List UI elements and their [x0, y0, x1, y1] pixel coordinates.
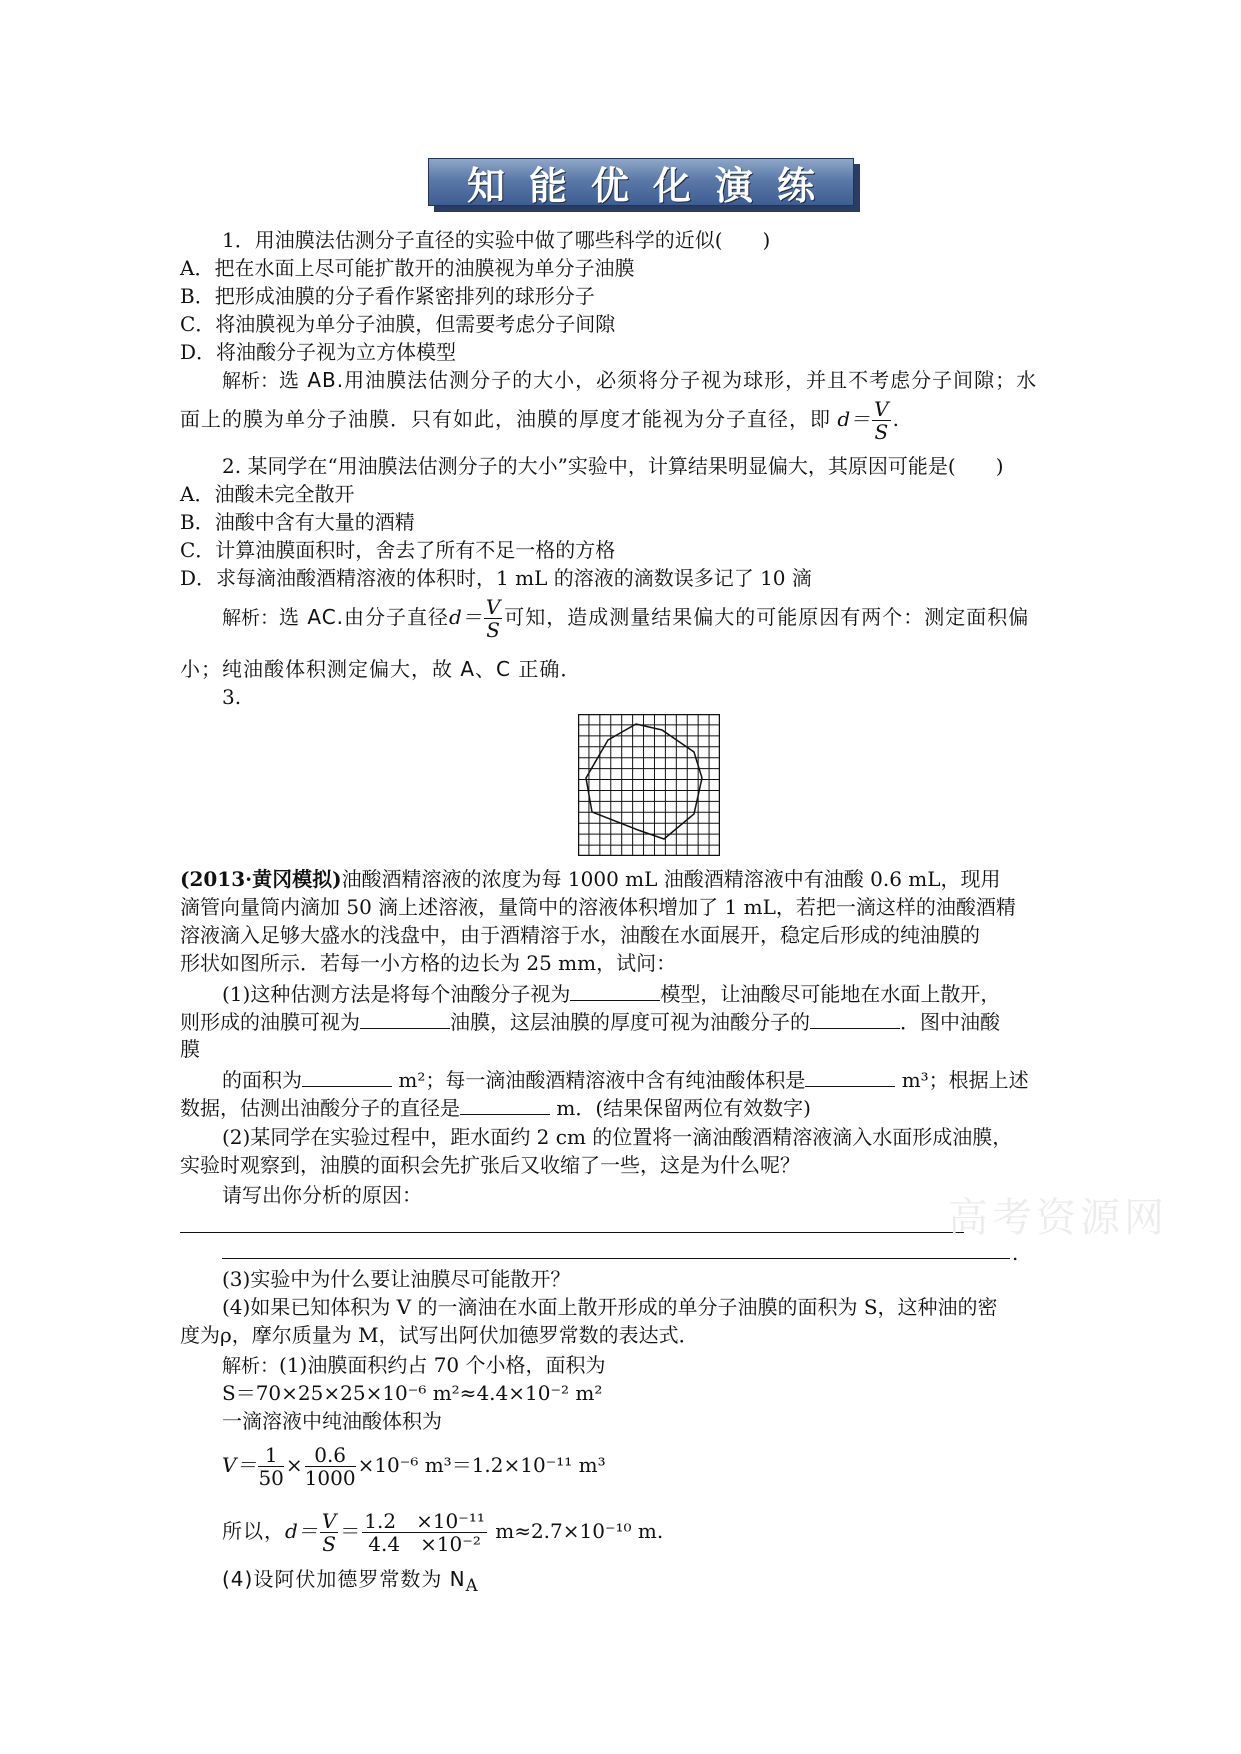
blank-model[interactable] — [570, 980, 660, 1001]
grid-lines — [578, 714, 720, 856]
v-f1-den: 50 — [258, 1466, 284, 1490]
q3-part3: (3)实验中为什么要让油膜尽可能散开？ — [222, 1267, 571, 1291]
q2-analysis-label: 解析： — [222, 607, 280, 629]
solution-volume-formula — [222, 1444, 606, 1489]
q1-analysis-line1 — [222, 367, 1037, 394]
solution-diameter-formula — [222, 1510, 663, 1555]
q1-analysis-text2: 面上的膜为单分子油膜．只有如此，油膜的厚度才能视为分子直径，即 — [180, 407, 831, 431]
v-times: × — [285, 1453, 303, 1477]
q1-option-b: B．把形成油膜的分子看作紧密排列的球形分子 — [180, 284, 595, 308]
q3-part4-line2: 度为ρ，摩尔质量为 M，试写出阿伏加德罗常数的表达式． — [180, 1323, 699, 1347]
v-f2-den: 1000 — [304, 1466, 356, 1490]
q1-analysis-label: 解析： — [222, 370, 280, 392]
v-fraction-2 — [305, 1444, 356, 1489]
d-fraction-1 — [320, 1510, 338, 1555]
q3-p1-text-c: 则形成的油膜可视为 — [180, 1010, 360, 1034]
q2-formula-num: V — [485, 595, 501, 619]
d-pre: 所以， — [222, 1519, 285, 1543]
q2-option-a: A．油酸未完全散开 — [180, 482, 355, 506]
q2-analysis-post: 可知，造成测量结果偏大的可能原因有两个：测定面积偏 — [504, 605, 1030, 629]
q3-part2-prompt: 请写出你分析的原因： — [222, 1183, 422, 1207]
blank-diameter[interactable] — [460, 1094, 550, 1115]
blank-film-type[interactable] — [360, 1008, 450, 1029]
q3-part1-line3: 膜 — [180, 1037, 200, 1061]
answer-line-2[interactable] — [222, 1258, 1010, 1259]
q3-source: (2013·黄冈模拟) — [180, 867, 342, 891]
q3-p1-text-i: m³；根据上述 — [895, 1068, 1029, 1092]
solution-line1 — [222, 1352, 606, 1379]
d-eq: ＝ — [340, 1519, 361, 1543]
watermark: 高考资源网 — [948, 1195, 1168, 1241]
q1-option-a: A．把在水面上尽可能扩散开的油膜视为单分子油膜 — [180, 256, 635, 280]
blank-volume[interactable] — [805, 1066, 895, 1087]
q1-analysis-line2 — [180, 398, 899, 443]
d-f2-num: 1.2 ×10⁻¹¹ — [364, 1509, 485, 1533]
banner-title: 知能优化演练 — [466, 162, 839, 208]
blank-area[interactable] — [302, 1066, 392, 1087]
q2-formula-fraction — [484, 596, 502, 641]
q3-intro-line2: 滴管向量筒内滴加 50 滴上述溶液，量筒中的溶液体积增加了 1 mL，若把一滴这样的油酸酒精 — [180, 895, 1016, 919]
q3-p1-text-b: 模型，让油酸尽可能地在水面上散开， — [660, 982, 1001, 1006]
oil-film-grid-figure — [578, 714, 720, 856]
v-f1-num: 1 — [258, 1444, 283, 1467]
q3-intro-1: 油酸酒精溶液的浓度为每 1000 mL 油酸酒精溶液中有油酸 0.6 mL，现用 — [341, 867, 1001, 891]
q3-number: 3. — [222, 685, 242, 709]
solution-label: 解析： — [222, 1355, 280, 1377]
banner-box — [428, 158, 854, 206]
v-f2-num: 0.6 — [305, 1444, 356, 1467]
v-rest: ×10⁻⁶ m³＝1.2×10⁻¹¹ m³ — [357, 1453, 606, 1477]
blank-thickness[interactable] — [810, 1008, 900, 1029]
q2-stem: 2. 某同学在“用油膜法估测分子的大小”实验中，计算结果明显偏大，其原因可能是( ) — [222, 454, 1004, 478]
q1-analysis-text: 选 AB.用油膜法估测分子的大小，必须将分子视为球形，并且不考虑分子间隙；水 — [279, 368, 1038, 392]
q2-option-b: B．油酸中含有大量的酒精 — [180, 510, 415, 534]
q3-part4-line1: (4)如果已知体积为 V 的一滴油在水面上散开形成的单分子油膜的面积为 S，这种油的密 — [222, 1295, 998, 1319]
q3-part1-line5 — [180, 1094, 811, 1121]
q3-intro-line1 — [180, 866, 1001, 892]
q2-option-c: C．计算油膜面积时，舍去了所有不足一格的方格 — [180, 538, 616, 562]
solution-sub-a: A — [465, 1576, 478, 1595]
q3-part1-line1 — [222, 980, 1000, 1007]
q3-p1-text-h: m²；每一滴油酸酒精溶液中含有纯油酸体积是 — [392, 1068, 806, 1092]
d-f1-den: S — [322, 1532, 336, 1556]
q2-formula-den: S — [486, 618, 500, 642]
solution-text1: (1)油膜面积约占 70 个小格，面积为 — [279, 1353, 606, 1377]
section-banner — [428, 158, 860, 212]
q1-formula-fraction — [872, 398, 890, 443]
q3-p1-text-k: m．(结果保留两位有效数字) — [550, 1096, 811, 1120]
q3-part2-line2: 实验时观察到，油膜的面积会先扩张后又收缩了一些，这是为什么呢？ — [180, 1153, 800, 1177]
q1-formula-lhs: d＝ — [837, 407, 871, 431]
q1-formula-end: . — [892, 407, 899, 431]
d-fraction-2 — [362, 1510, 487, 1555]
v-lhs: V＝ — [222, 1453, 257, 1477]
d-f1-num: V — [321, 1509, 337, 1533]
q2-analysis-line1 — [222, 596, 1029, 641]
q3-p1-text-e: ．图中油酸 — [900, 1010, 1000, 1034]
answer-line-1[interactable] — [180, 1232, 964, 1233]
q3-intro-line4: 形状如图所示．若每一小方格的边长为 25 mm，试问： — [180, 951, 677, 975]
v-fraction-1 — [258, 1444, 283, 1489]
q2-option-d: D．求每滴油酸酒精溶液的体积时，1 mL 的溶液的滴数误多记了 10 滴 — [180, 566, 812, 590]
q1-formula-den: S — [874, 420, 889, 444]
q3-p1-text-a: (1)这种估测方法是将每个油酸分子视为 — [222, 982, 571, 1006]
answer-line-end: . — [1012, 1241, 1019, 1265]
q3-part1-line2 — [180, 1008, 1000, 1035]
solution-line4 — [222, 1566, 478, 1599]
solution-text4: (4)设阿伏加德罗常数为 N — [222, 1567, 466, 1591]
q2-analysis-text2: 小；纯油酸体积测定偏大，故 A、C 正确． — [180, 657, 582, 681]
d-lhs: d＝ — [285, 1519, 318, 1543]
solution-line2: S＝70×25×25×10⁻⁶ m²≈4.4×10⁻² m² — [222, 1381, 603, 1405]
q3-p1-text-d: 油膜，这层油膜的厚度可视为油酸分子的 — [450, 1010, 810, 1034]
q1-stem: 1．用油膜法估测分子直径的实验中做了哪些科学的近似( ) — [222, 228, 771, 252]
d-f2-den: 4.4 ×10⁻² — [368, 1532, 481, 1556]
q3-part1-line4 — [222, 1066, 1029, 1093]
q1-option-d: D．将油酸分子视为立方体模型 — [180, 340, 457, 364]
q2-analysis-line2 — [180, 656, 581, 682]
q3-part2-line1: (2)某同学在实验过程中，距水面约 2 cm 的位置将一滴油酸酒精溶液滴入水面形成油膜， — [222, 1125, 1013, 1149]
q2-formula-lhs: d＝ — [449, 605, 482, 629]
q1-option-c: C．将油膜视为单分子油膜，但需要考虑分子间隙 — [180, 312, 616, 336]
q3-p1-text-g: 的面积为 — [222, 1068, 302, 1092]
q1-formula-num: V — [874, 397, 889, 421]
solution-line3: 一滴溶液中纯油酸体积为 — [222, 1409, 442, 1433]
q2-analysis-pre: 选 AC.由分子直径 — [279, 605, 450, 629]
q3-intro-line3: 溶液滴入足够大盛水的浅盘中，由于酒精溶于水，油酸在水面展开，稳定后形成的纯油膜的 — [180, 923, 980, 947]
q3-p1-text-j: 数据，估测出油酸分子的直径是 — [180, 1096, 460, 1120]
d-rest: m≈2.7×10⁻¹⁰ m. — [488, 1519, 664, 1543]
